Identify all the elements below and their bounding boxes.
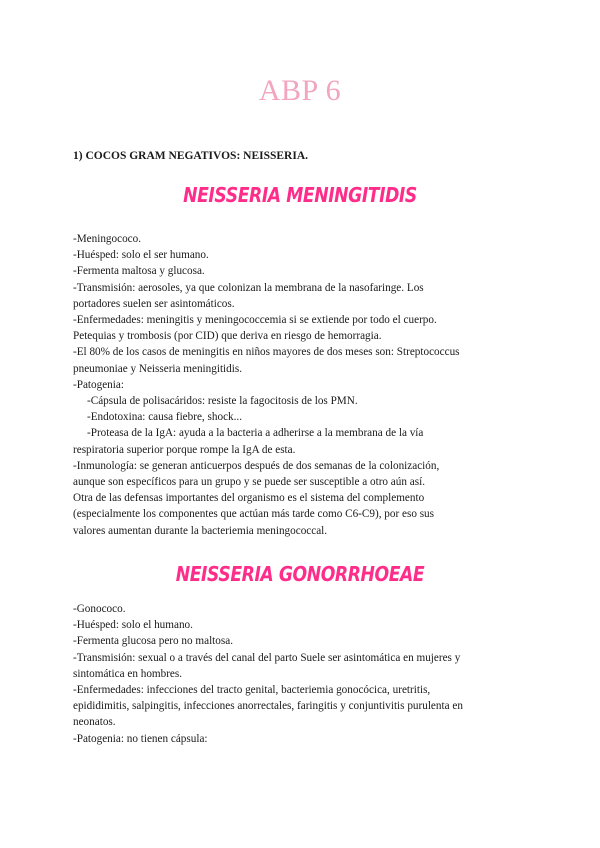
meningitidis-heading: NEISSERIA MENINGITIDIS <box>183 183 417 207</box>
text-line: -Inmunología: se generan anticuerpos después de dos semanas de la colonización, <box>73 459 440 472</box>
text-line: -Patogenia: <box>73 378 124 391</box>
text-line: -Proteasa de la IgA: ayuda a la bacteria a adherirse a la membrana de la vía <box>87 427 424 440</box>
text-line: -Endotoxina: causa fiebre, shock... <box>87 411 243 424</box>
text-line: -Fermenta maltosa y glucosa. <box>73 265 205 278</box>
text-line: -Patogenia: no tienen cápsula: <box>73 732 208 745</box>
text-line: (especialmente los componentes que actúan más tarde como C6-C9), por eso sus <box>73 508 435 521</box>
text-line: aunque son específicos para un grupo y se puede ser susceptible a otro aún así. <box>73 476 425 489</box>
text-line: -Gonococo. <box>73 603 126 615</box>
text-line: pneumoniae y Neisseria meningitidis. <box>73 362 243 375</box>
section-heading: 1) COCOS GRAM NEGATIVOS: NEISSERIA. <box>73 150 309 162</box>
text-line: portadores suelen ser asintomáticos. <box>73 297 235 310</box>
text-line: valores aumentan durante la bacteriemia meningococcal. <box>73 524 328 537</box>
gonorrhoeae-body <box>73 601 533 747</box>
text-line: -Meningococo. <box>73 233 142 245</box>
text-line: Otra de las defensas importantes del organismo es el sistema del complemento <box>73 492 425 505</box>
gonorrhoeae-heading: NEISSERIA GONORRHOEAE <box>175 562 425 586</box>
meningitidis-body <box>73 231 533 539</box>
text-line: -Transmisión: sexual o a través del canal del parto Suele ser asintomática en mujeres y <box>73 651 461 664</box>
text-line: Petequias y trombosis (por CID) que deriva en riesgo de hemorragia. <box>73 330 382 343</box>
text-line: respiratoria superior porque rompe la IgA de esta. <box>73 443 296 456</box>
text-line: -Enfermedades: infecciones del tracto genital, bacteriemia gonocócica, uretritis, <box>73 684 431 697</box>
text-line: sintomática en hombres. <box>73 667 183 680</box>
text-line: -Huésped: solo el ser humano. <box>73 249 209 262</box>
text-line: neonatos. <box>73 716 116 729</box>
text-line: epididimitis, salpingitis, infecciones anorrectales, faringitis y conjuntivitis purulenta en <box>73 700 463 713</box>
text-line: -Enfermedades: meningitis y meningococcemia si se extiende por todo el cuerpo. <box>73 314 437 327</box>
text-line: -El 80% de los casos de meningitis en niños mayores de dos meses son: Streptococcus <box>73 346 460 359</box>
document-title: ABP 6 <box>258 74 342 107</box>
text-line: -Cápsula de polisacáridos: resiste la fagocitosis de los PMN. <box>87 395 358 408</box>
text-line: -Huésped: solo el humano. <box>73 619 193 632</box>
text-line: -Fermenta glucosa pero no maltosa. <box>73 635 233 648</box>
text-line: -Transmisión: aerosoles, ya que colonizan la membrana de la nasofaringe. Los <box>73 281 424 294</box>
